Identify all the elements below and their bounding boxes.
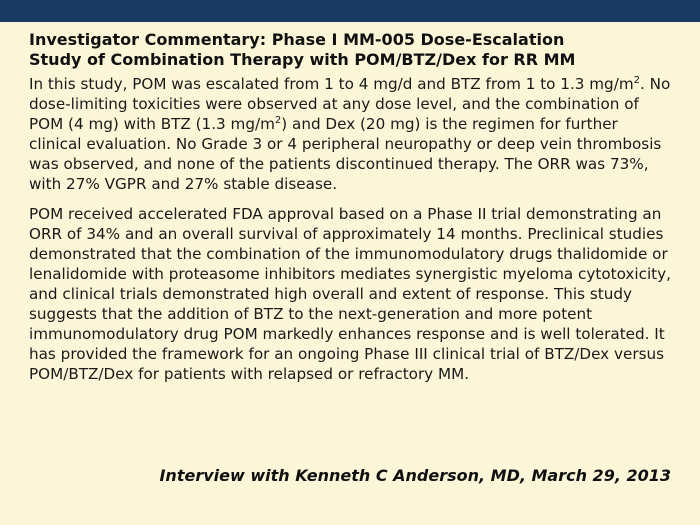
top-banner-bar (0, 0, 700, 22)
slide-title (29, 30, 674, 70)
commentary-paragraph-2 (29, 204, 674, 384)
slide-content (29, 30, 674, 394)
superscript-squared-2: 2 (274, 114, 282, 126)
title-line-1: Investigator Commentary: Phase I MM-005 Dose-Escalation (29, 30, 565, 49)
interview-attribution: Interview with Kenneth C Anderson, MD, March 29, 2013 (159, 466, 671, 485)
superscript-squared-1: 2 (633, 74, 640, 86)
paragraph-1-text-c: ) and Dex (20 mg) is the regimen for further clinical evaluation. No Grade 3 or 4 peripheral neuropathy or deep vein thrombosis was observed, and none of the patients discontinued therapy. The ORR was 73%, with 27% VGPR and 27% stable disease. (29, 115, 662, 193)
title-line-2: Study of Combination Therapy with POM/BTZ/Dex for RR MM (29, 50, 576, 69)
commentary-paragraph-1 (29, 74, 674, 194)
paragraph-1-text-a: In this study, POM was escalated from 1 to 4 mg/d and BTZ from 1 to 1.3 mg/m (29, 75, 634, 93)
paragraph-1-text-b: . No dose-limiting toxicities were observed at any dose level, and the combination of POM (4 mg) with BTZ (1.3 mg/m (29, 75, 671, 133)
paragraph-2-text: POM received accelerated FDA approval based on a Phase II trial demonstrating an ORR of 34% and an overall survival of approximately 14 months. Preclinical studies demonstrated that the combination of the immunomodulatory drugs thalidomide or lenalidomide with proteasome inhibitors mediates synergistic myeloma cytotoxicity, and clinical trials demonstrated high overall and extent of response. This study suggests that the addition of BTZ to the next-generation and more potent immunomodulatory drug POM markedly enhances response and is well tolerated. It has provided the framework for an ongoing Phase III clinical trial of BTZ/Dex versus POM/BTZ/Dex for patients with relapsed or refractory MM. (29, 205, 671, 383)
